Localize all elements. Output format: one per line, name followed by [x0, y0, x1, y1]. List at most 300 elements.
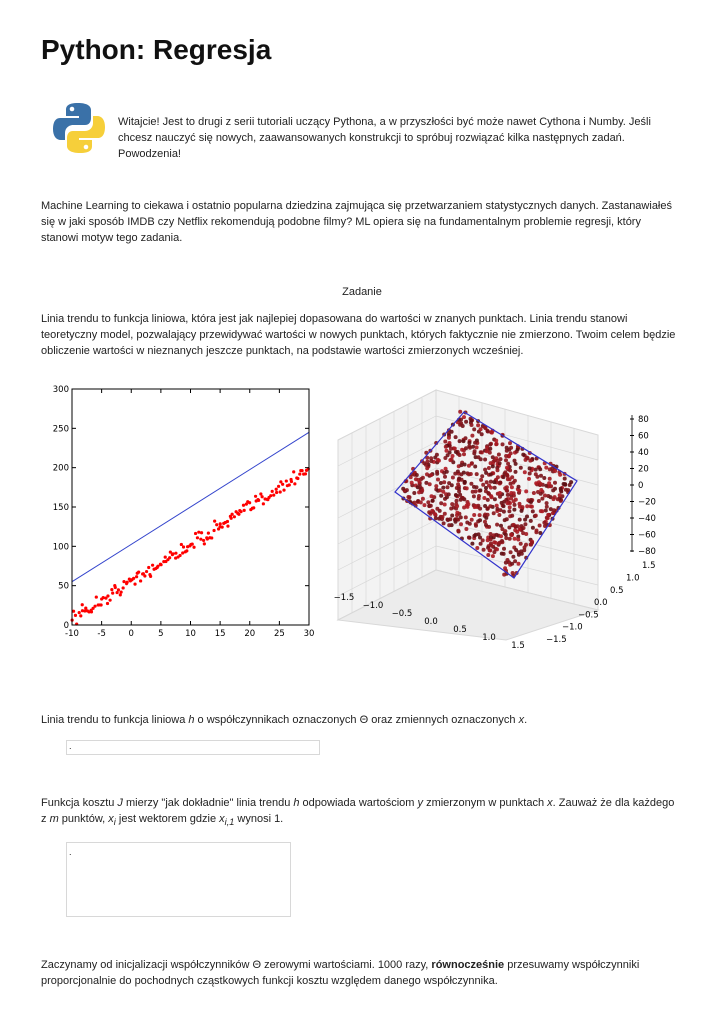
data-point: [513, 559, 517, 563]
data-point: [494, 442, 498, 446]
data-point: [489, 480, 493, 484]
data-point: [564, 488, 568, 492]
data-point: [207, 532, 210, 535]
data-point: [553, 469, 557, 473]
data-point: [426, 500, 430, 504]
data-point: [298, 472, 301, 475]
data-point: [436, 478, 440, 482]
data-point: [199, 538, 202, 541]
data-point: [453, 518, 457, 522]
data-point: [419, 500, 423, 504]
data-point: [477, 494, 481, 498]
data-point: [517, 489, 521, 493]
data-point: [534, 481, 538, 485]
data-point: [517, 562, 521, 566]
emphasis-simultaneously: równocześnie: [431, 959, 505, 971]
data-point: [501, 442, 505, 446]
data-point: [500, 501, 504, 505]
data-point: [252, 506, 255, 509]
data-point: [518, 518, 522, 522]
data-point: [470, 434, 474, 438]
data-point: [412, 491, 416, 495]
data-point: [418, 485, 422, 489]
data-point: [231, 513, 234, 516]
data-point: [455, 486, 459, 490]
data-point: [215, 523, 218, 526]
data-point: [531, 509, 535, 513]
data-point: [534, 472, 538, 476]
data-point: [478, 536, 482, 540]
data-point: [474, 504, 478, 508]
data-point: [505, 466, 509, 470]
data-point: [527, 477, 531, 481]
data-point: [537, 499, 541, 503]
data-point: [487, 466, 491, 470]
data-point: [192, 546, 195, 549]
data-point: [473, 441, 477, 445]
data-point: [446, 518, 450, 522]
data-point: [524, 489, 528, 493]
data-point: [503, 566, 507, 570]
data-point: [447, 436, 451, 440]
data-point: [508, 537, 512, 541]
data-point: [451, 476, 455, 480]
x-tick-label: 10: [185, 629, 196, 639]
data-point: [292, 470, 295, 473]
data-point: [213, 520, 216, 523]
data-point: [492, 550, 496, 554]
data-point: [502, 552, 506, 556]
data-point: [122, 586, 125, 589]
data-point: [513, 528, 517, 532]
data-point: [513, 503, 517, 507]
data-point: [425, 472, 429, 476]
data-point: [523, 470, 527, 474]
data-point: [504, 454, 508, 458]
z-tick-label: −80: [638, 547, 656, 557]
x-tick-label: 1.0: [482, 633, 496, 643]
data-point: [509, 446, 513, 450]
data-point: [480, 474, 484, 478]
data-point: [530, 541, 534, 545]
data-point: [446, 485, 450, 489]
data-point: [532, 491, 536, 495]
data-point: [538, 467, 542, 471]
data-point: [430, 509, 434, 513]
data-point: [469, 418, 473, 422]
data-point: [551, 488, 555, 492]
data-point: [149, 575, 152, 578]
data-point: [93, 605, 96, 608]
data-point: [518, 502, 522, 506]
data-point: [543, 494, 547, 498]
data-point: [450, 502, 454, 506]
data-point: [455, 513, 459, 517]
data-point: [180, 543, 183, 546]
data-point: [479, 478, 483, 482]
data-point: [483, 458, 487, 462]
data-point: [439, 494, 443, 498]
data-point: [300, 469, 303, 472]
data-point: [443, 475, 447, 479]
data-point: [429, 473, 433, 477]
data-point: [257, 499, 260, 502]
data-point: [447, 523, 451, 527]
data-point: [423, 503, 427, 507]
data-point: [505, 517, 509, 521]
z-tick-label: 0: [638, 481, 644, 491]
data-point: [493, 486, 497, 490]
data-point: [498, 481, 502, 485]
data-point: [487, 492, 491, 496]
data-point: [110, 588, 113, 591]
data-point: [548, 477, 552, 481]
x-tick-label: -10: [65, 629, 79, 639]
data-point: [430, 494, 434, 498]
data-point: [505, 489, 509, 493]
data-point: [514, 470, 518, 474]
data-point: [531, 526, 535, 530]
data-point: [421, 497, 425, 501]
data-point: [84, 607, 87, 610]
data-point: [434, 516, 438, 520]
data-point: [482, 496, 486, 500]
data-point: [279, 490, 282, 493]
data-point: [473, 465, 477, 469]
data-point: [516, 538, 520, 542]
data-point: [410, 481, 414, 485]
data-point: [510, 514, 514, 518]
data-point: [304, 472, 307, 475]
data-point: [544, 466, 548, 470]
data-point: [511, 555, 515, 559]
data-point: [497, 453, 501, 457]
x-tick-label: −1.0: [362, 601, 384, 611]
data-point: [487, 484, 491, 488]
data-point: [523, 522, 527, 526]
data-point: [528, 466, 532, 470]
data-point: [512, 491, 516, 495]
data-point: [275, 488, 278, 491]
data-point: [457, 477, 461, 481]
data-point: [475, 445, 479, 449]
data-point: [545, 505, 549, 509]
data-point: [168, 556, 171, 559]
data-point: [470, 518, 474, 522]
data-point: [221, 526, 224, 529]
y-tick-label: −0.5: [578, 610, 599, 621]
data-point: [502, 573, 506, 577]
z-tick-label: 40: [638, 448, 649, 458]
y-tick-label: 100: [52, 542, 69, 553]
data-point: [212, 529, 215, 532]
data-point: [474, 533, 478, 537]
data-point: [439, 501, 443, 505]
data-point: [485, 507, 489, 511]
data-point: [455, 499, 459, 503]
h-variable: h: [188, 714, 195, 726]
data-point: [546, 516, 550, 520]
trend-paragraph: Linia trendu to funkcja liniowa, która jest jak najlepiej dopasowana do wartości w znanych punktach. Linia trendu stanowi teoretyczny model, pozwalający przewidywać wartości w nowych punktach, których faktycznie nie zmierzono. Twoim celem będzie obliczenie wartości w nieznanych jeszcze punktach, na podstawie wartości zmierzonych wcześniej.: [41, 313, 676, 357]
data-point: [479, 450, 483, 454]
data-point: [506, 501, 510, 505]
z-tick-label: −40: [638, 514, 656, 524]
data-point: [237, 513, 240, 516]
x-tick-label: 25: [273, 629, 285, 639]
data-point: [132, 577, 135, 580]
data-point: [137, 571, 140, 574]
data-point: [436, 458, 440, 462]
data-point: [254, 495, 257, 498]
data-point: [486, 498, 490, 502]
data-point: [133, 583, 136, 586]
data-point: [434, 484, 438, 488]
data-point: [185, 549, 188, 552]
data-point: [495, 504, 499, 508]
data-point: [178, 554, 181, 557]
data-point: [79, 614, 82, 617]
data-point: [498, 495, 502, 499]
data-point: [540, 509, 544, 513]
data-point: [464, 515, 468, 519]
data-point: [450, 514, 454, 518]
data-point: [491, 464, 495, 468]
data-point: [116, 591, 119, 594]
data-point: [90, 610, 93, 613]
data-point: [492, 511, 496, 515]
data-point: [447, 481, 451, 485]
data-point: [529, 500, 533, 504]
data-point: [472, 494, 476, 498]
data-point: [477, 455, 481, 459]
data-point: [485, 449, 489, 453]
data-point: [488, 447, 492, 451]
x-tick-label: 5: [158, 629, 164, 639]
data-point: [504, 498, 508, 502]
data-point: [467, 536, 471, 540]
hypothesis-formula-box: .: [66, 740, 320, 755]
init-paragraph: Zaczynamy od inicjalizacji współczynników Θ zerowymi wartościami. 1000 razy, równocześnie przesuwamy współczynniki proporcjonalnie do pochodnych cząstkowych funkcji kosztu względem danego współczynnika.: [41, 959, 640, 987]
x-tick-label: 0.0: [424, 617, 438, 627]
data-point: [498, 491, 502, 495]
intro-paragraph: Witajcie! Jest to drugi z serii tutoriali uczący Pythona, a w przyszłości być może nawet Cythona i Numby. Jeśli chcesz nauczyć się nowych, zaawansowanych konstrukcji to spróbuj rozwiązać kilka następnych zadań. Powodzenia!: [118, 116, 651, 160]
data-point: [243, 509, 246, 512]
data-point: [269, 494, 272, 497]
data-point: [443, 503, 447, 507]
z-tick-label: −60: [638, 530, 656, 541]
data-point: [470, 462, 474, 466]
y-tick-label: 300: [52, 385, 69, 395]
data-point: [462, 452, 466, 456]
data-point: [478, 513, 482, 517]
data-point: [467, 444, 471, 448]
data-point: [459, 522, 463, 526]
data-point: [495, 533, 499, 537]
data-point: [455, 504, 459, 508]
data-point: [489, 473, 493, 477]
data-point: [135, 575, 138, 578]
data-point: [470, 542, 474, 546]
regression-2d-chart: [36, 380, 316, 642]
data-point: [441, 515, 445, 519]
data-point: [219, 522, 222, 525]
data-point: [496, 459, 500, 463]
data-point: [524, 532, 528, 536]
data-point: [508, 441, 512, 445]
data-point: [464, 527, 468, 531]
cost-paragraph: Funkcja kosztu J mierzy "jak dokładnie" linia trendu h odpowiada wartościom y zmierzonym w punktach x. Zauważ że dla każdego z m punktów, $x_i$ jest wektorem gdzie $x_{i,1}$ wynosi 1.: [41, 797, 675, 828]
y-tick-label: 0.0: [594, 598, 608, 609]
data-point: [454, 493, 458, 497]
data-point: [563, 477, 567, 481]
data-point: [431, 499, 435, 503]
task-heading: Zadanie: [342, 286, 382, 298]
data-point: [559, 487, 563, 491]
data-point: [481, 483, 485, 487]
data-point: [196, 536, 199, 539]
data-point: [471, 490, 475, 494]
y-tick-label: 0: [63, 621, 69, 631]
data-point: [442, 521, 446, 525]
data-point: [508, 505, 512, 509]
data-point: [262, 502, 265, 505]
data-point: [424, 481, 428, 485]
data-point: [453, 472, 457, 476]
data-point: [497, 513, 501, 517]
data-point: [502, 510, 506, 514]
data-point: [164, 556, 167, 559]
z-tick-label: 20: [638, 464, 649, 475]
data-point: [496, 468, 500, 472]
data-point: [200, 531, 203, 534]
data-point: [556, 497, 560, 501]
data-point: [290, 480, 293, 483]
data-point: [491, 554, 495, 558]
data-point: [271, 490, 274, 493]
data-point: [435, 453, 439, 457]
data-point: [139, 579, 142, 582]
y-tick-label: 150: [52, 503, 69, 513]
data-point: [464, 420, 468, 424]
data-point: [475, 546, 479, 550]
data-point: [496, 507, 500, 511]
data-point: [514, 548, 518, 552]
y-tick-label: 200: [52, 463, 69, 474]
data-point: [78, 611, 81, 614]
data-point: [506, 558, 510, 562]
data-point: [482, 548, 486, 552]
data-point: [483, 468, 487, 472]
data-point: [544, 509, 548, 513]
data-point: [458, 453, 462, 457]
data-point: [259, 492, 262, 495]
data-point: [493, 497, 497, 501]
data-point: [285, 479, 288, 482]
data-point: [109, 599, 112, 602]
python-logo: [51, 100, 107, 156]
data-point: [486, 430, 490, 434]
data-point: [488, 548, 492, 552]
data-point: [497, 541, 501, 545]
data-point: [509, 533, 513, 537]
data-point: [441, 490, 445, 494]
data-point: [174, 552, 177, 555]
data-point: [489, 532, 493, 536]
data-point: [507, 509, 511, 513]
data-point: [230, 517, 233, 520]
data-point: [517, 485, 521, 489]
data-point: [444, 445, 448, 449]
data-point: [519, 466, 523, 470]
data-point: [494, 439, 498, 443]
data-point: [226, 525, 229, 528]
data-point: [460, 448, 464, 452]
data-point: [510, 485, 514, 489]
data-point: [182, 545, 185, 548]
data-point: [552, 508, 556, 512]
data-point: [513, 479, 517, 483]
data-point: [472, 485, 476, 489]
data-point: [458, 423, 462, 427]
data-point: [467, 472, 471, 476]
data-point: [468, 522, 472, 526]
hypothesis-paragraph: Linia trendu to funkcja liniowa h o współczynnikach oznaczonych Θ oraz zmiennych oznaczonych x.: [41, 714, 528, 726]
data-point: [456, 482, 460, 486]
data-point: [491, 455, 495, 459]
data-point: [529, 519, 533, 523]
data-point: [478, 488, 482, 492]
data-point: [509, 497, 513, 501]
data-point: [447, 492, 451, 496]
data-point: [248, 501, 251, 504]
data-point: [501, 475, 505, 479]
data-point: [460, 496, 464, 500]
data-point: [456, 529, 460, 533]
data-point: [495, 523, 499, 527]
data-point: [191, 543, 194, 546]
data-point: [506, 493, 510, 497]
data-point: [457, 489, 461, 493]
data-point: [476, 423, 480, 427]
data-point: [475, 472, 479, 476]
data-point: [508, 477, 512, 481]
data-point: [203, 542, 206, 545]
data-point: [117, 588, 120, 591]
data-point: [459, 463, 463, 467]
data-point: [242, 504, 245, 507]
data-point: [523, 518, 527, 522]
data-point: [503, 470, 507, 474]
data-point: [513, 537, 517, 541]
data-point: [520, 509, 524, 513]
data-point: [470, 423, 474, 427]
data-point: [519, 549, 523, 553]
data-point: [414, 477, 418, 481]
data-point: [450, 430, 454, 434]
y-tick-label: 1.5: [642, 561, 656, 572]
data-point: [462, 439, 466, 443]
data-point: [538, 524, 542, 528]
data-point: [478, 518, 482, 522]
x-tick-label: 0: [128, 629, 134, 639]
data-point: [420, 489, 424, 493]
data-point: [479, 542, 483, 546]
data-point: [418, 480, 422, 484]
data-point: [521, 453, 525, 457]
data-point: [441, 486, 445, 490]
data-point: [415, 473, 419, 477]
y-tick-label: 50: [58, 581, 69, 592]
